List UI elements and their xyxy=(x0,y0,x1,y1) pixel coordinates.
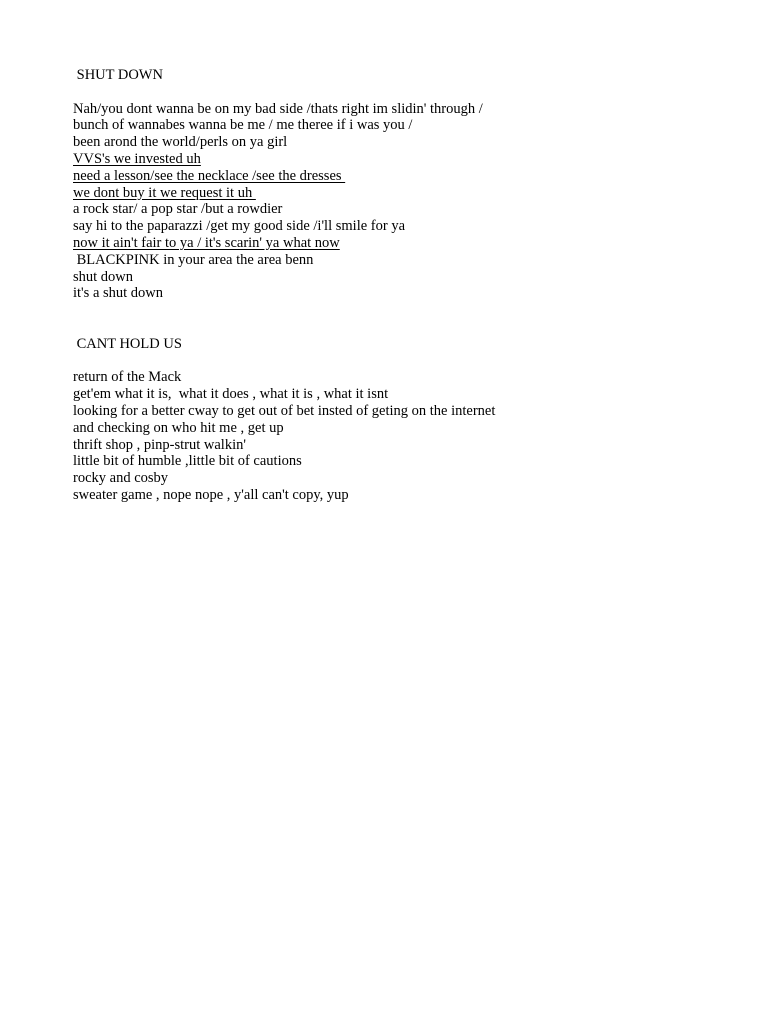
lyric-line: looking for a better cway to get out of bet insted of geting on the internet xyxy=(73,402,496,419)
lyric-line: Nah/you dont wanna be on my bad side /thats right im slidin' through / xyxy=(73,100,483,117)
lyric-line: BLACKPINK in your area the area benn xyxy=(73,251,314,268)
lyric-line: it's a shut down xyxy=(73,285,164,302)
blank-line xyxy=(73,353,713,370)
lyric-line-underlined xyxy=(73,151,713,168)
blank-line xyxy=(73,84,713,101)
lyric-line-underlined xyxy=(73,168,713,185)
lyric-line: shut down xyxy=(73,268,134,285)
lyric-line: and checking on who hit me , get up xyxy=(73,419,284,436)
underlined-text: need a lesson/see the necklace /see the dresses xyxy=(73,167,346,184)
lyric-line: bunch of wannabes wanna be me / me theree if i was you / xyxy=(73,117,413,134)
lyric-line: rocky and cosby xyxy=(73,470,169,487)
song-title: SHUT DOWN xyxy=(73,67,163,83)
underlined-text: now it ain't fair to ya / it's scarin' ya what now xyxy=(73,234,340,251)
underlined-text: VVS's we invested uh xyxy=(73,150,201,167)
lyric-line: return of the Mack xyxy=(73,369,182,386)
lyric-line-underlined xyxy=(73,185,713,202)
lyric-line: been arond the world/perls on ya girl xyxy=(73,134,288,151)
blank-lines xyxy=(73,302,713,336)
document-page xyxy=(73,67,713,504)
lyric-line-underlined xyxy=(73,235,713,252)
lyric-line: say hi to the paparazzi /get my good side /i'll smile for ya xyxy=(73,218,405,235)
underlined-text: we dont buy it we request it uh xyxy=(73,184,256,201)
lyric-line: a rock star/ a pop star /but a rowdier xyxy=(73,201,283,218)
lyric-line: sweater game , nope nope , y'all can't copy, yup xyxy=(73,486,349,503)
lyric-line: get'em what it is, what it does , what it is , what it isnt xyxy=(73,386,389,403)
lyric-line: thrift shop , pinp-strut walkin' xyxy=(73,436,246,453)
song-title: CANT HOLD US xyxy=(73,335,182,352)
lyric-line: little bit of humble ,little bit of cautions xyxy=(73,453,302,470)
